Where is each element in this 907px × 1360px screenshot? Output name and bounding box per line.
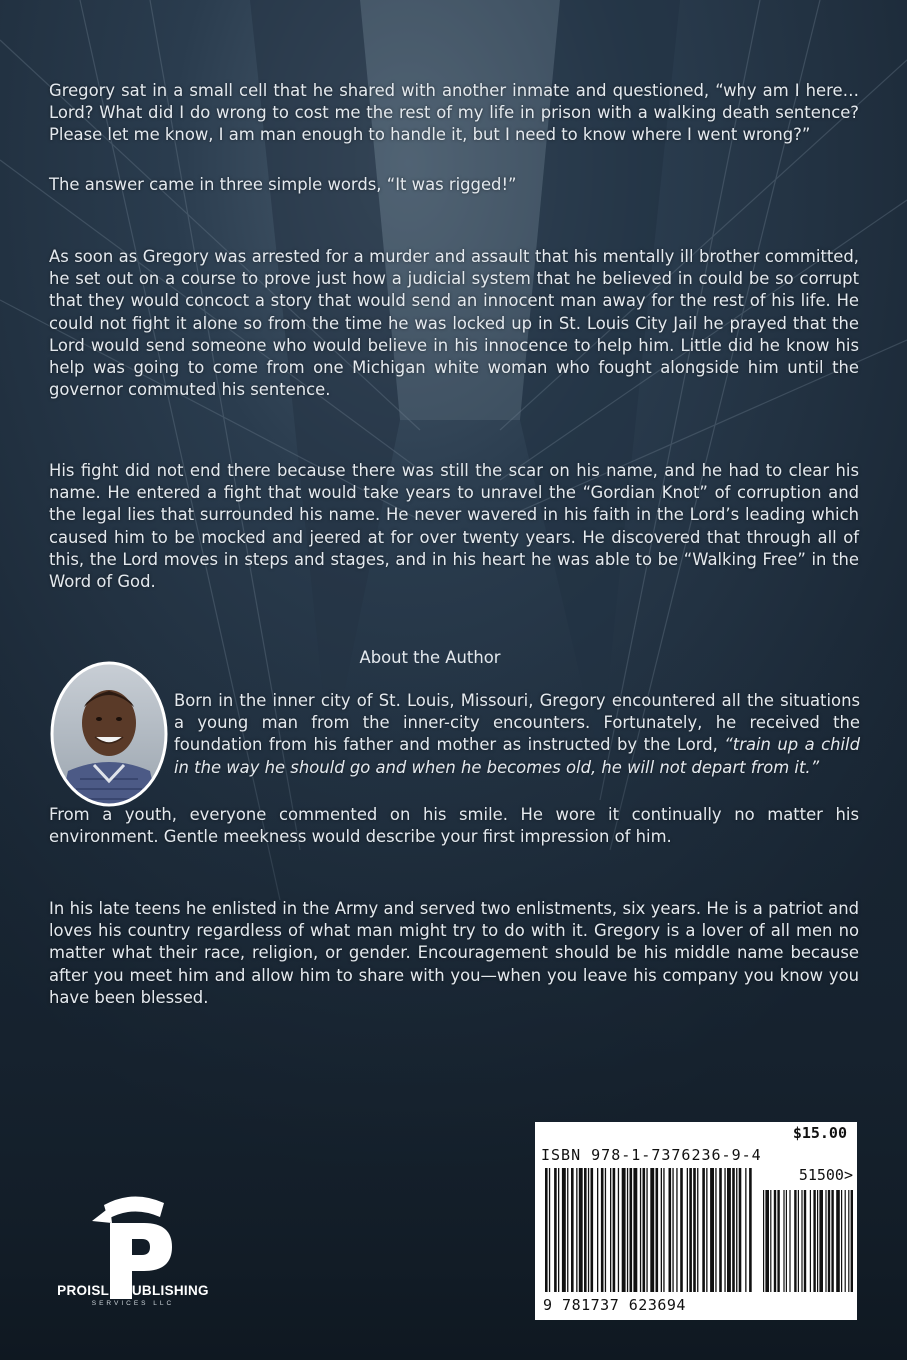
barcode-bar (749, 1168, 752, 1292)
barcode-bar (610, 1168, 611, 1292)
barcode-bar (630, 1168, 633, 1292)
barcode-bar (605, 1168, 606, 1292)
barcode-bar (562, 1168, 566, 1292)
blurb-paragraph-3: As soon as Gregory was arrested for a murder and assault that his mentally ill brother committed, he set out on a course to prove just how a judicial system that he believed in could be so corrupt that they would concoct a story that would send an innocent man away for the rest of his life. He could not fight it alone so from the time he was locked up in St. Louis City Jail he prayed that the Lord would send someone who would believe in his innocence to help him. Little did he know his help was going to come from one Michigan white woman who fought alongside him until the governor commuted his sentence. (49, 247, 859, 400)
author-youth-paragraph: From a youth, everyone commented on his smile. He wore it continually no matter his environment. Gentle meekness would describe your first impression of him. (49, 805, 859, 847)
barcode-bar (588, 1168, 589, 1292)
barcode-bar (661, 1168, 662, 1292)
barcode-bar (584, 1168, 587, 1292)
barcode-addon-bar (819, 1190, 823, 1292)
barcode-bar (715, 1168, 716, 1292)
barcode-bar (613, 1168, 616, 1292)
barcode-bar (545, 1168, 548, 1292)
barcode-bar (687, 1168, 688, 1292)
barcode-bar (627, 1168, 628, 1292)
author-photo (50, 661, 168, 807)
barcode-addon-bar (765, 1190, 769, 1292)
barcode-addon-bar (774, 1190, 776, 1292)
barcode-addon-bar (810, 1190, 811, 1292)
barcode-addon-bar (801, 1190, 802, 1292)
publisher-subtitle: SERVICES LLC (91, 1300, 175, 1307)
barcode-bar (618, 1168, 619, 1292)
barcode-bar (727, 1168, 731, 1292)
barcode-bar (601, 1168, 604, 1292)
barcode-bar (697, 1168, 698, 1292)
publisher-name: PROISLE PUBLISHING (57, 1283, 209, 1298)
barcode-bar (622, 1168, 626, 1292)
price-label: $15.00 (792, 1124, 847, 1142)
barcode-addon-bar (828, 1190, 830, 1292)
about-author-heading: About the Author (359, 648, 501, 667)
publisher-logo-icon (48, 1163, 218, 1323)
barcode-addon-bar (848, 1190, 849, 1292)
barcode-addon-bar (794, 1190, 796, 1292)
barcode-addon-bar (817, 1190, 818, 1292)
barcode-bar (680, 1168, 683, 1292)
barcode-bar (597, 1168, 598, 1292)
blurb-paragraph-1: Gregory sat in a small cell that he shared with another inmate and questioned, “why am I here…Lord? What did I do wrong to cost me the rest of my life in prison with a walking death sentence? Please let me know, I am man enough to handle it, but I need to know where I went wrong?” (49, 81, 859, 145)
barcode-bar (579, 1168, 583, 1292)
barcode-addon-bar (804, 1190, 806, 1292)
barcode-addon-bar (825, 1190, 826, 1292)
barcode-bar (643, 1168, 646, 1292)
barcode-bar (710, 1168, 714, 1292)
barcode-ean-number: 9 781737 623694 (543, 1296, 686, 1314)
barcode-addon-bar (841, 1190, 842, 1292)
barcode-bar (571, 1168, 574, 1292)
barcode-bar (669, 1168, 672, 1292)
barcode-addon-bar (789, 1190, 790, 1292)
barcode-bar (646, 1168, 647, 1292)
barcode-bar (693, 1168, 696, 1292)
barcode-addon-bar (836, 1190, 840, 1292)
barcode-bar (736, 1168, 737, 1292)
barcode-bar (676, 1168, 677, 1292)
barcode-bar (576, 1168, 577, 1292)
barcode-bar (719, 1168, 722, 1292)
barcode-bar (591, 1168, 594, 1292)
author-bio-paragraph (174, 690, 860, 779)
barcode-addon-bar (845, 1190, 846, 1292)
barcode-addon-number: 51500> (798, 1166, 853, 1184)
barcode-bar (650, 1168, 654, 1292)
barcode-bar (745, 1168, 746, 1292)
barcode-bar (663, 1168, 664, 1292)
barcode-bar (672, 1168, 673, 1292)
isbn-barcode (535, 1122, 857, 1320)
barcode-bar (558, 1168, 559, 1292)
barcode-addon-bar (763, 1190, 764, 1292)
blurb-paragraph-4: His fight did not end there because there was still the scar on his name, and he had to clear his name. He entered a fight that would take years to unravel the “Gordian Knot” of corruption and the legal lies that surrounded his name. He never wavered in his faith in the Lord’s leading which caused him to be mocked and jeered at for over twenty years. He discovered that through all of this, the Lord moves in steps and stages, and in his heart he was able to be “Walking Free” in the Word of God. (49, 461, 859, 592)
isbn-number: ISBN 978-1-7376236-9-4 (541, 1146, 762, 1164)
author-bio-text: Born in the inner city of St. Louis, Missouri, Gregory encountered all the situations a young man from the inner-city encounters. Fortunately, he received the foundation from his father and mother as instructed by the Lord, (174, 691, 860, 755)
barcode-bar (549, 1168, 550, 1292)
barcode-addon-bar (770, 1190, 771, 1292)
barcode-bar (656, 1168, 659, 1292)
barcode-bar (689, 1168, 692, 1292)
barcode-addon-bar (831, 1190, 833, 1292)
barcode-addon-bar (777, 1190, 779, 1292)
barcode-bar (633, 1168, 637, 1292)
barcode-addon-bar (813, 1190, 815, 1292)
barcode-addon-bar (786, 1190, 787, 1292)
barcode-addon-bar (798, 1190, 799, 1292)
barcode-bars (541, 1168, 853, 1294)
author-army-paragraph: In his late teens he enlisted in the Army and served two enlistments, six years. He is a patriot and loves his country regardless of what man might try to do with it. Gregory is a lover of all men no matter what their race, religion, or gender. Encouragement should be his middle name because after you meet him and allow him to share with you—when you leave his company you know you have been blessed. (49, 899, 859, 1007)
barcode-addon-bar (851, 1190, 853, 1292)
barcode-bar (640, 1168, 641, 1292)
barcode-bar (702, 1168, 705, 1292)
barcode-bar (724, 1168, 725, 1292)
barcode-bar (706, 1168, 707, 1292)
barcode-bar (739, 1168, 742, 1292)
barcode-addon-bar (783, 1190, 784, 1292)
barcode-bar (554, 1168, 557, 1292)
barcode-bar (732, 1168, 735, 1292)
barcode-bar (567, 1168, 568, 1292)
author-bio-quote: “train up a child in the way he should go and when he becomes old, he will not depart from it.” (174, 735, 860, 777)
blurb-paragraph-2: The answer came in three simple words, “It was rigged!” (49, 175, 517, 194)
